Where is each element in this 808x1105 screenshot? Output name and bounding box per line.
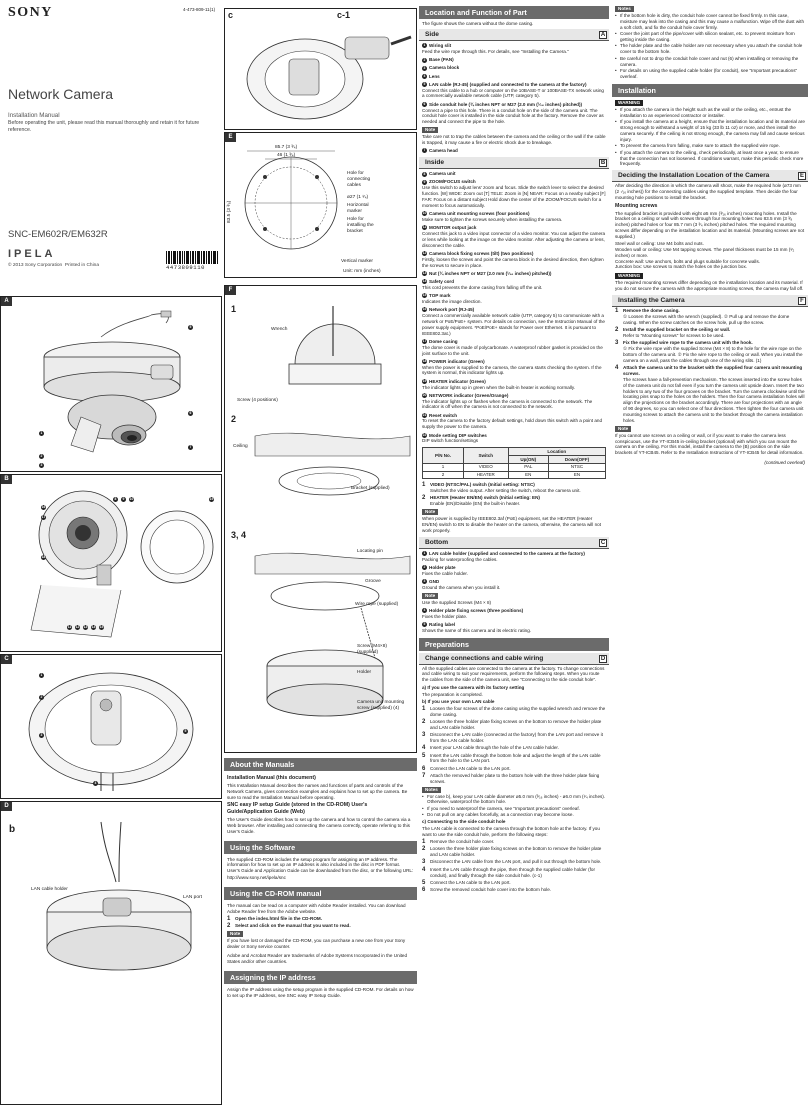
- bracket-label: Bracket (supplied): [351, 486, 390, 491]
- step: 2 Loosen the three holder plate fixing screws on the bottom to remove the holder plate and LAN cable holder.: [422, 846, 602, 858]
- callout-19: 19: [209, 497, 214, 501]
- trademark-text: Adobe and Acrobat Reader are trademarks of Adobe Systems Incorporated in the United States and/or other countries.: [227, 953, 408, 964]
- callout-15: 15: [99, 625, 104, 629]
- list-item: 10 Camera unit mounting screws (four positions) Make sure to tighten the screws securely when installing the camera.: [422, 211, 563, 222]
- bottom-note-label: Note: [422, 593, 438, 599]
- callout-17: 17: [41, 515, 46, 519]
- diagram-b: [0, 474, 222, 652]
- list-item: 8 Camera unit: [423, 171, 456, 177]
- callout-2: 2: [40, 695, 43, 699]
- list-item: 4 Lens: [423, 73, 440, 79]
- step: 5 Connect the LAN cable to the LAN port.: [422, 879, 511, 886]
- location-title: Location and Function of Part: [419, 6, 609, 19]
- change-connections-title: Change connections and cable wiring D: [419, 653, 609, 665]
- im-text: This Installation Manual describes the names and functions of parts and controls of the Network Camera, gives connection examples and explains how to set up the camera. Be sure to read the Installation Manual before operating.: [227, 782, 408, 800]
- screw-m4-label: Screw (M4×8) (supplied): [357, 644, 387, 656]
- step: 6 Screw the removed conduit hole cover into the bottom hole.: [422, 887, 552, 894]
- guide-text: The User's Guide describes how to set up the camera and how to control the camera via a Web browser. After installing and connecting the camera correctly, operate referring to this User's Guide.: [227, 816, 411, 834]
- callout-18: 18: [41, 555, 46, 559]
- list-item: 6 Side conduit hole (¾ inches NPT or M27 (2.0 mm (¹⁄₁₆ inches) pitched)) Connect a pipe to this hole. There is a conduit hole on the side of the camera unit. The conduit hole cover is installed in the side conduit hole at the factory. Remove the cover as needed and connect the pipe to the hole.: [422, 101, 604, 125]
- hole-install-label: Hole for installing the bracket: [347, 217, 374, 235]
- step: 3 Disconnect the LAN cable from the LAN port, and pull it out through the bottom hole.: [422, 859, 602, 866]
- callout-14: 14: [91, 625, 96, 629]
- callout-12: 12: [75, 625, 80, 629]
- intro-text: Before operating the unit, please read this manual thoroughly and retain it for future reference.: [8, 120, 200, 133]
- location-intro: The figure shows the camera without the dome casing.: [422, 21, 534, 26]
- cable-wiring-illustration: [1, 802, 222, 1105]
- install-step: 1 Remove the dome casing. ① Loosen the screws with the wrench (supplied). ② Pull up and remove the dome casing. When the screw catches on the screw hole, pull up the screw.: [615, 308, 790, 325]
- installation-illustration: [225, 286, 417, 753]
- sony-logo: SONY: [8, 5, 53, 20]
- lan-cable-holder-label: LAN cable holder: [31, 887, 68, 892]
- diagram-c: [0, 654, 222, 799]
- callout-10: 10: [129, 497, 134, 501]
- prep-body: All the supplied cables are connected to the camera at the factory. To change connections and cable wiring to suit your requirements, perform the following steps. When you route the cables from the side of the camera unit, see "Connecting to the side conduit hole". a) If you use the camera with its factory setting The preparation is completed. b) If you use your own LAN cable 1 Loosen the four screws of the dome casing using the supplied wrench and remove the dome casing. 2 Loosen the three holder plate fixing screws on the bottom to remove the holder plate and LAN cable holder. 3 Disconnect the LAN cable (connected at the factory) from the LAN port and remove it from the LAN cable holder. 4 Insert your LAN cable through the hole of the LAN cable holder. 5 Insert the LAN cable through the bottom hole and adjust the length of the LAN cable from the hole to the LAN port. 6 Connect the LAN cable to the LAN port. 7 Attach the removed holder plate to the bottom hole with the three holder plate fixing screws. Notes • For case b), keep your LAN cable diameter ø5.0 mm (³⁄₁₆ inches) - ø6.0 mm (¹⁄₄ inches). Otherwise, waterproof the bottom hole. • If you need to waterproof the camera, see "Important precautions" overleaf. • Do not pull on any cables forcefully, as a connection may become loose. c) Connecting to the side conduit hole The LAN cable is connected to the camera through the bottom hole at the factory. If you want to use the side conduit hole, perform the following steps: 1 Remove the conduit hole cover. 2 Loosen the three holder plate fixing screws on the bottom to remove the holder plate and LAN cable holder. 3 Disconnect the LAN cable from the LAN port, and pull it out through the bottom hole. 4 Insert the LAN cable through the pipe, then through the supplied cable holder (for conduit), and finally through the side conduit hole. (c-1) 5 Connect the LAN cable to the LAN port. 6 Screw the removed conduit hole cover into the bottom hole.: [419, 666, 609, 894]
- barcode-graphic: [166, 251, 218, 264]
- diagram-tag: C: [1, 655, 12, 664]
- cdrom-step-1: Open the index.html file in the CD-ROM.: [235, 916, 323, 922]
- cdrom-step-2: Select and click on the manual that you want to read.: [235, 923, 351, 929]
- cdrom-note-label: Note: [227, 931, 243, 937]
- barcode-number: 4473809110: [166, 264, 206, 271]
- cdrom-text: The manual can be read on a computer with Adobe Reader installed. You can download Adobe Reader free from the Adobe website.: [227, 903, 406, 914]
- f-step-34: 3, 4: [231, 530, 247, 540]
- diagram-tag: c: [228, 10, 234, 20]
- install-step: 4 Attach the camera unit to the bracket with the supplied four camera unit mounting screws. The screws have a fall-prevention mechanism. The screws inserted into the screw holes of the camera unit do not fall even if you turn the camera unit upside down. Insert the two holders to any two of the four grooves on the bracket. Turn the camera clockwise until the locating pins snap to the holes on the holders. Then the four camera installation holes will align the projections on the bracket accordingly. There are four projections with an angle of 90 degrees, so you can select one of four directions. Then tighten the four camera unit mounting screws to attach the camera unit to the bracket through the camera installation holes.: [615, 365, 805, 423]
- step: 7 Attach the removed holder plate to the bottom hole with the three holder plate fixing screws.: [422, 772, 600, 784]
- deciding-title: Deciding the Installation Location of the Camera E: [612, 170, 808, 182]
- software-title: Using the Software: [224, 841, 417, 854]
- dip-row-2: 2 HEATER EN EN: [423, 471, 606, 479]
- copyright: © 2013 Sony Corporation Printed in China: [8, 263, 100, 268]
- callout-6: 6: [189, 411, 192, 415]
- cover-column: [0, 0, 222, 1105]
- dimension-3: 83.5 (3 ³⁄₈): [227, 200, 232, 223]
- installation-column: Notes • If the bottom hole is dirty, the conduit hole cover cannot be fixed firmly. In this case, moisture may leak into the casing and this may cause a malfunction. Wipe off the dust with a soft cloth, and fix the conduit hole cover firmly. • Cover the joint part of the pipe/cover with silicon sealant, etc. to prevent moisture from getting inside the casing. • The holder plate and the cable holder are not necessary when you attach the conduit hole cover to the bottom hole. • Be careful not to drop the conduit hole cover and nut (6) when installing or removing the camera. • For details on using the supplied cable holder (for conduit), see "Important precautions" overleaf. Installation WARNING • If you attach the camera in the height such as the wall or the ceiling, etc., entrust the installation to an experienced contractor or installer. • If you install the camera at a height, ensure that the installation location and its material are strong enough to withstand a weight of 15 kg (33 lb 11 oz) or more, and then install the camera securely. If the ceiling is not strong enough, the camera may fall and cause serious injury. • To prevent the camera from falling, make sure to attach the supplied wire rope. • If you attach the camera to the ceiling, check periodically, at least once a year, to ensure that the connection has not loosened. If conditions warrant, make this periodic check more frequently. Deciding the Installation Location of the Camera E After deciding the direction in which the camera will shoot, make the required hole (ø73 mm (2 ·⁄₁₆ inches)) for the connecting cables using the supplied template. Then decide the four mounting hole positions to install the bracket. Mounting screws The supplied bracket is provided with eight ø5 mm (³⁄₁₆ inches) mounting holes. Install the bracket on a ceiling or wall with screws through four mounting holes: two 83.5 mm (3 ³⁄₈ inches) pitched holes or four 85.7 mm (3 ³⁄₄ inches) pitched holes. The required mounting screws differ depending on the installation location and its material. (Mounting screws are not supplied.) Steel wall or ceiling: Use M4 bolts and nuts. Wooden wall or ceiling: Use M4 tapping screws. The panel thickness must be 15 mm (¹⁄₂ inches) or more. Concrete wall: Use anchors, bolts and plugs suitable for concrete walls. Junction box: Use screws to match the holes on the junction box. WARNING The required mounting screws differ depending on the installation location and its material. If you do not secure the camera with the appropriate mounting screws, the camera may fall off. Installing the Camera F 1 Remove the dome casing. ① Loosen the screws with the wrench (supplied). ② Pull up and remove the dome casing. When the screw catches on the screw hole, pull up the screw. 2 Install the supplied bracket on the ceiling or wall. Refer to "Mounting screws" for screws to be used. 3 Fix the supplied wire rope to the camera unit with the hook. ① Fix the wire rope with the supplied Screw (M4 × 8) to the hole for the wire rope on the bottom of the camera unit. ② Fix the wire rope to the ceiling or wall. When you install the camera on a wall, pass the cables through one of the wiring slits. (1) 4 Attach the camera unit to the bracket with the supplied four camera unit mounting screws. The screws have a fall-prevention mechanism. The screws inserted into the screw holes of the camera unit do not fall even if you turn the camera unit upside down. Insert the two holders to any two of the four grooves on the bracket. Turn the camera clockwise until the locating pins snap to the holes on the holders. Then the four camera installation holes will align the projections on the bracket accordingly. There are four projections with an angle of 90 degrees, so you can select one of four directions. Then tighten the four camera unit mounting screws to attach the camera unit to the bracket through the camera installation holes. Note If you cannot use screws on a ceiling or wall, or if you want to make the camera less conspicuous, use the YT-ICB45 in-ceiling bracket (optional) with which you can mount the camera on the ceiling. For this model, install the camera to the (B) position on the side brackets of YT-ICB45. Refer to the Installation Instructions of YT-ICB45 for detail information. (continued overleaf): [612, 0, 808, 1105]
- f-step-2: 2: [231, 414, 237, 424]
- inside-title: Inside B: [419, 157, 609, 169]
- list-item: 18 POWER indicator (Green) When the power is supplied to the camera, the camera starts checking the system. If the system is normal, this indicator lights up.: [422, 358, 602, 376]
- callout-2: 2: [40, 454, 43, 458]
- preparations-title: Preparations: [419, 638, 609, 651]
- callout-1: 1: [40, 673, 43, 677]
- step: 1 Loosen the four screws of the dome casing using the supplied wrench and remove the dome casing.: [422, 706, 606, 717]
- conduit-illustration: [225, 9, 417, 130]
- prep-notes-label: Notes: [422, 787, 441, 793]
- template-illustration: [225, 133, 417, 278]
- list-item: 22 Mode setting DIP switches DIP switch function/settings: [422, 432, 487, 444]
- diagram-tag: D: [1, 802, 12, 811]
- list-item: 9 ZOOM/FOCUS switch Use this switch to adjust lens' zoom and focus. Slide the switch lever to select the desired function. [W] WIDE: Zoom out [T] TELE: Zoom in [N] NEAR: Focus on a nearby subject [F] FAR: Focus on a distant subject Hold down the center of the ZOOM/FOCUS switch for a moment to focus automatically.: [422, 179, 606, 208]
- ip-text: Assign the IP address using the setup program in the supplied CD-ROM. For details on how to set up the IP address, see SNC easy IP Setup Guide.: [227, 986, 414, 998]
- f-step-1: 1: [231, 304, 237, 314]
- step: 1 Remove the conduit hole cover.: [422, 839, 495, 846]
- diagram-tag: A: [1, 297, 12, 306]
- ipela-logo: IPELA: [8, 248, 56, 260]
- wrench-label: Wrench: [271, 327, 288, 332]
- installation-title: Installation: [612, 84, 808, 97]
- diagram-tag: E: [225, 133, 236, 142]
- step: 4 Insert your LAN cable through the hole of the LAN cable holder.: [422, 745, 559, 752]
- diagram-c-lower: [224, 8, 417, 130]
- about-title: About the Manuals: [224, 758, 417, 771]
- dip-table: P/N No. Switch Location Up(ON) Down(OFF) 1 VIDEO PAL NTSC 2 HEATER EN EN: [422, 447, 606, 479]
- cdrom-title: Using the CD-ROM manual: [224, 887, 417, 900]
- notes-top: Notes • If the bottom hole is dirty, the conduit hole cover cannot be fixed firmly. In this case, moisture may leak into the casing and this may cause a malfunction. Wipe off the dust with a soft cloth, and fix the conduit hole cover firmly. • Cover the joint part of the pipe/cover with silicon sealant, etc. to prevent moisture from getting inside the casing. • The holder plate and the cable holder are not necessary when you attach the conduit hole cover to the bottom hole. • Be careful not to drop the conduit hole cover and nut (6) when installing or removing the camera. • For details on using the supplied cable holder (for conduit), see "Important precautions" overleaf.: [612, 0, 808, 80]
- wire-rope-label: Wire rope (supplied): [355, 602, 399, 607]
- dimension-1: 85.7 (3 ³⁄₄): [275, 145, 298, 150]
- callout-3: 3: [40, 733, 43, 737]
- list-item: 21 Reset switch To reset the camera to the factory default settings, hold down this switch with a point and supply the power to the camera.: [422, 412, 603, 430]
- install-step: 3 Fix the supplied wire rope to the camera unit with the hook. ① Fix the wire rope with the supplied Screw (M4 × 8) to the hole for the wire rope on the bottom of the camera unit. ② Fix the wire rope to the ceiling or wall. When you install the camera on a wall, pass the cables through one of the wiring slits. (1): [615, 340, 803, 363]
- manual-type: Installation Manual: [8, 112, 60, 119]
- list-item: 5 Rating label Shows the name of this camera and its electric rating.: [422, 621, 532, 633]
- diagram-d: [0, 801, 222, 1105]
- barcode: [166, 251, 218, 271]
- diagram-d-sub: b: [9, 824, 16, 835]
- install-step: 2 Install the supplied bracket on the ceiling or wall. Refer to "Mounting screws" for screws to be used.: [615, 327, 731, 339]
- ip-title: Assigning the IP address: [224, 971, 417, 984]
- ceiling-label: Ceiling: [233, 444, 248, 449]
- inside-note-text: When power is supplied by IEEE802.3af (PoE) equipment, set the HEATER (Heater EN/EN) switch to EN to disable the heater on the camera, otherwise, the camera will not work properly.: [422, 515, 601, 533]
- inside-note-label: Note: [422, 509, 438, 515]
- diagram-a: [0, 296, 222, 472]
- callout-3: 3: [40, 463, 43, 467]
- bottom-note-text: Use the supplied Screws (M4 × 8): [422, 599, 492, 605]
- diagram-tag-2: c-1: [337, 10, 351, 20]
- list-item: 1 Wiring slit Feed the wire rope through this. For details, see "Installing the Camera.": [422, 43, 569, 55]
- groove-label: Groove: [365, 579, 381, 584]
- list-item: 16 Network port (RJ-45) Connect a commercially available network cable (UTP, category 5) to communicate with a network or PoE/PoE+ system. For details on connection, see the Instruction Manual of the power supply equipment. *PoE/PoE+ stands for Power over Ethernet. It is pursuant to IEEE802.3at.): [422, 307, 605, 336]
- callout-1: 1: [40, 431, 43, 435]
- step: 2 Loosen the three holder plate fixing screws on the bottom to remove the holder plate and LAN cable holder.: [422, 719, 602, 731]
- lan-port-label: LAN port: [183, 895, 202, 900]
- list-item: 20 NETWORK indicator (Green/Orange) The indicator lights up or flashes when the camera is connected to the network. The indicator is off when the camera is not connected to the network.: [422, 392, 593, 410]
- inside-items: 8 Camera unit 9 ZOOM/FOCUS switch Use this switch to adjust lens' zoom and focus. Slide the switch lever to select the desired function. [W] WIDE: Zoom out [T] TELE: Zoom in [N] NEAR: Focus on a nearby subject [F] FAR: Focus on a distant subject Hold down the center of the ZOOM/FOCUS switch for a moment to focus automatically. 10 Camera unit mounting screws (four positions) Make sure to tighten the screws securely when installing the camera. 11 MONITOR output jack Connect this jack to a video input connector of a video monitor. You can adjust the camera or lens while looking at the image on the video monitor. After adjusting the camera or lens, disconnect the cable. 12 Camera block fixing screws (tilt) (two positions) Firstly, loosen the screws and point the camera block in the desired direction, then tighten the screws to secure in place. 13 Nut (¾ inches NPT or M27 (2.0 mm (¹⁄₁₆ inches) pitched)) 14 Safety cord This cord prevents the dome casing from falling off the unit. 15 TOP mark Indicates the image direction. 16 Network port (RJ-45) Connect a commercially available network cable (UTP, category 5) to communicate with a network or PoE/PoE+ system. For details on connection, see the Instruction Manual of the power supply equipment. *PoE/PoE+ stands for Power over Ethernet. It is pursuant to IEEE802.3at.) 17 Dome casing The dome cover is made of polycarbonate. A waterproof rubber gasket is provided on the joint surface to the unit. 18 POWER indicator (Green) When the power is supplied to the camera, the camera starts checking the system. If the system is normal, this indicator lights up. 19 HEATER indicator (Green) The indicator lights up in green when the built-in heater is working normally. 20 NETWORK indicator (Green/Orange) The indicator lights up or flashes when the camera is connected to the network. The indicator is off when the camera is not connected to the network. 21 Reset switch To reset the camera to the factory default settings, hold down this switch with a point and supply the power to the camera. 22 Mode setting DIP switches DIP switch function/settings P/N No. Switch Location Up(ON) Down(OFF) 1 VIDEO PAL NTSC 2 HEATER EN EN 1 VIDEO (NTSC/PAL) switch (Initial setting: NTSC) Switches the video output. After setting the switch, reboot the camera unit. 2 HEATER (Heater EN/EN) switch (Initial setting: EN) Enable (EN)/Disable (EN) the built-in heater. Note When power is supplied by IEEE802.3af (PoE) equipment, set the HEATER (Heater EN/EN) switch to EN to disable the heater on the camera, otherwise, the camera will not work properly.: [422, 171, 606, 533]
- camera-bottom-illustration: [1, 655, 222, 799]
- bottom-title: Bottom C: [419, 537, 609, 549]
- step: 6 Connect the LAN cable to the LAN port.: [422, 765, 511, 772]
- cdrom-note-text: If you have lost or damaged the CD-ROM, you can purchase a new one from your Sony dealer or Sony service counter.: [227, 938, 406, 950]
- locating-pin-label: Locating pin: [357, 549, 383, 554]
- callout-4: 4: [94, 781, 97, 785]
- installing-title: Installing the Camera F: [612, 295, 808, 307]
- software-text: The supplied CD-ROM includes the setup program for assigning an IP address. The information for how to set up an IP address is also included in the disc in PDF format. User's Guide and Application Guide can be downloaded from the disc, or the following URL:: [227, 856, 414, 874]
- list-item: 2 Holder plate Fixes the cable holder.: [422, 564, 468, 576]
- list-item: 3 Camera block: [423, 65, 460, 71]
- step: 4 Insert the LAN cable through the pipe, then through the supplied cable holder (for conduit), and finally through the side conduit hole. (c-1): [422, 866, 595, 878]
- guide-heading: SNC easy IP setup Guide (stored in the CD-ROM) User's Guide/Application Guide (Web): [227, 802, 368, 816]
- callout-5: 5: [184, 729, 187, 733]
- callout-8: 8: [114, 497, 117, 501]
- list-item: 13 Nut (¾ inches NPT or M27 (2.0 mm (¹⁄₁₆ inches) pitched)): [422, 270, 552, 276]
- installation-warning-label: WARNING: [615, 100, 643, 106]
- step: 5 Insert the LAN cable through the bottom hole and adjust the length of the LAN cable from the hole to the LAN port.: [422, 752, 601, 764]
- location-column: [419, 0, 609, 1105]
- holder-label: Holder: [357, 670, 372, 675]
- callout-7: 7: [189, 445, 192, 449]
- software-url[interactable]: http://www.sony.net/ipela/snc: [227, 875, 286, 881]
- hole-cables-label: Hole for connecting cables: [347, 171, 371, 189]
- list-item: 19 HEATER indicator (Green) The indicator lights up in green when the built-in heater is working normally.: [422, 378, 576, 390]
- side-items: 1 Wiring slit Feed the wire rope through this. For details, see "Installing the Camera." 2 Base (PAN) 3 Camera block 4 Lens 5 LAN cable (RJ-45) (supplied and connected to the camera at the factory) Connect this cable to a hub or computer on the 10BASE-T or 100BASE-TX network using a commercially available network cable (UTP, category 5). 6 Side conduit hole (¾ inches NPT or M27 (2.0 mm (¹⁄₁₆ inches) pitched)) Connect a pipe to this hole. There is a conduit hole on the side of the camera unit. The conduit hole cover is installed in the side conduit hole at the factory. Remove the cover as needed and connect the pipe to the hole. Note Take care not to trap the cables between the camera and the ceiling or the wall if the cable is trapped, it may cause a fire or electric shock due to breakage. 7 Camera head: [422, 43, 606, 154]
- list-item: 5 LAN cable (RJ-45) (supplied and connected to the camera at the factory) Connect this cable to a hub or computer on the 10BASE-T or 100BASE-TX network using a commercially available network cable (UTP, category 5).: [422, 81, 604, 99]
- camera-head-label: Camera head: [429, 148, 458, 154]
- callout-11: 11: [67, 625, 72, 629]
- vertical-marker-label: Vertical marker: [341, 259, 373, 264]
- about-manuals-section: About the Manuals Installation Manual (this document) This Installation Manual describes the names and functions of parts and controls of the Network Camera, gives connection examples and explains how to set up the camera. Be sure to read the Installation Manual before operating. SNC easy IP setup Guide (stored in the CD-ROM) User's Guide/Application Guide (Web) The User's Guide describes how to set up the camera and how to control the camera via a Web browser. After installing and connecting the camera correctly, operate referring to this User's Guide. Using the Software The supplied CD-ROM includes the setup program for assigning an IP address. The information for how to set up an IP address is also included in the disc in PDF format. User's Guide and Application Guide can be downloaded from the disc, or the following URL: http://www.sony.net/ipela/snc Using the CD-ROM manual The manual can be read on a computer with Adobe Reader installed. You can download Adobe Reader free from the Adobe website. 1 Open the index.html file in the CD-ROM. 2 Select and click on the manual that you want to read. Note If you have lost or damaged the CD-ROM, you can purchase a new one from your Sony dealer or Sony service counter. Adobe and Acrobat Reader are trademarks of Adobe Systems Incorporated in the United States and/or other countries. Assigning the IP address Assign the IP address using the setup program in the supplied CD-ROM. For details on how to set up the IP address, see SNC easy IP Setup Guide.: [224, 758, 417, 1002]
- im-heading: Installation Manual (this document): [227, 775, 316, 781]
- horizontal-marker-label: Horizontal marker: [347, 203, 369, 215]
- list-item: 1 LAN cable holder (supplied and connected to the camera at the factory) Packing for waterproofing the cables.: [422, 550, 585, 562]
- side-note-label: Note: [422, 127, 438, 133]
- list-item: 11 MONITOR output jack Connect this jack to a video input connector of a video monitor. You can adjust the camera or lens while looking at the image on the video monitor. After adjusting the camera or lens, disconnect the cable.: [422, 225, 606, 248]
- dip-row-1: 1 VIDEO PAL NTSC: [423, 463, 606, 471]
- diagram-e: [224, 132, 417, 278]
- diagram-tag: B: [1, 475, 12, 484]
- side-note-text: Take care not to trap the cables between the camera and the ceiling or the wall if the cable is trapped, it may cause a fire or electric shock due to breakage.: [422, 134, 606, 145]
- hole-diameter-label: ø27 (1 ¹⁄₄): [347, 195, 369, 200]
- diagram-f: [224, 285, 417, 753]
- side-title: Side A: [419, 29, 609, 41]
- list-item: 2 Base (PAN): [423, 57, 454, 63]
- list-item: 15 TOP mark Indicates the image direction.: [422, 293, 482, 304]
- diagram-tag: F: [225, 286, 236, 295]
- list-item: 14 Safety cord This cord prevents the dome casing from falling off the unit.: [422, 279, 543, 290]
- camera-screw-label: Camera unit mounting screw (supplied) (4): [357, 700, 405, 712]
- list-item: 4 Holder plate fixing screws (three positions) Fixes the holder plate.: [422, 607, 524, 619]
- camera-inside-illustration: [1, 475, 222, 652]
- unit-label: Unit: mm (inches): [343, 269, 381, 274]
- list-item: 17 Dome casing The dome cover is made of polycarbonate. A waterproof rubber gasket is provided on the joint surface to the unit.: [422, 338, 603, 356]
- bottom-items: [419, 551, 609, 634]
- callout-13: 13: [83, 625, 88, 629]
- step: 3 Disconnect the LAN cable (connected at the factory) from the LAN port and remove it from the LAN cable holder.: [422, 732, 603, 744]
- part-number: 4-473-809-11(1): [183, 7, 216, 12]
- list-item: 12 Camera block fixing screws (tilt) (two positions) Firstly, loosen the screws and point the camera block in the desired direction, then tighten the screws to secure in place.: [422, 250, 604, 268]
- model-names: SNC-EM602R/EM632R: [8, 229, 108, 240]
- continued-overleaf: (continued overleaf): [764, 460, 805, 466]
- callout-5: 5: [189, 325, 192, 329]
- callout-9: 9: [122, 497, 125, 501]
- document-title: Network Camera: [8, 86, 114, 102]
- callout-16: 16: [41, 505, 46, 509]
- list-item: 3 GND Ground the camera when you install it.: [422, 578, 501, 590]
- screw-label: Screw (4 positions): [237, 398, 278, 403]
- dimension-2: 46 (1 ³⁄₄): [277, 153, 296, 158]
- diagram-column: [224, 0, 417, 1105]
